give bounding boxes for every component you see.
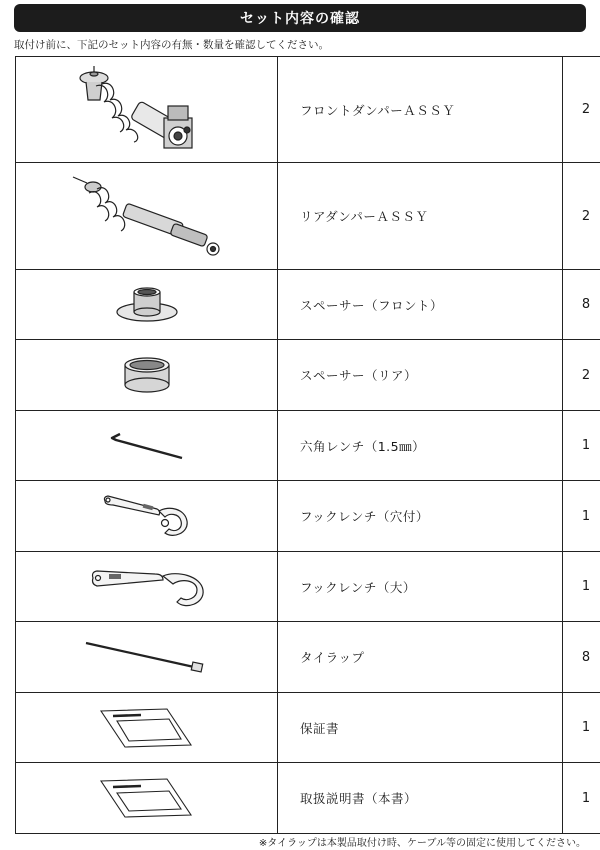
item-quantity: 2 (563, 340, 600, 411)
rear-spacer-icon (117, 353, 177, 397)
item-quantity: 1 (563, 693, 600, 763)
contents-table (15, 56, 600, 834)
item-image-cell (16, 270, 278, 340)
hook-wrench-holed-icon (99, 491, 195, 541)
section-header (14, 4, 586, 32)
rear-damper-icon (67, 169, 227, 264)
table-row (16, 481, 600, 552)
item-name: 六角レンチ（1.5㎜） (278, 411, 563, 481)
item-name: フックレンチ（大） (278, 552, 563, 622)
table-row (16, 411, 600, 481)
item-image-cell (16, 693, 278, 763)
item-name: リアダンパーＡＳＳＹ (278, 163, 563, 270)
item-quantity: 8 (563, 270, 600, 340)
item-name: スペーサー（リア） (278, 340, 563, 411)
intro-text: 取付け前に、下記のセット内容の有無・数量を確認してください。 (14, 39, 329, 51)
item-image-cell (16, 552, 278, 622)
item-name: 保証書 (278, 693, 563, 763)
item-name: スペーサー（フロント） (278, 270, 563, 340)
table-row (16, 57, 600, 163)
item-quantity: 8 (563, 622, 600, 693)
table-row (16, 163, 600, 270)
item-quantity: 1 (563, 411, 600, 481)
warranty-card-icon (97, 705, 197, 751)
item-image-cell (16, 763, 278, 834)
item-quantity: 1 (563, 763, 600, 834)
hex-wrench-icon (102, 426, 192, 466)
manual-icon (97, 775, 197, 821)
table-row (16, 763, 600, 834)
item-image-cell (16, 57, 278, 163)
table-row (16, 622, 600, 693)
item-name: フロントダンパーＡＳＳＹ (278, 57, 563, 163)
table-row (16, 340, 600, 411)
item-quantity: 1 (563, 481, 600, 552)
cable-tie-icon (82, 637, 212, 677)
item-quantity: 2 (563, 163, 600, 270)
item-quantity: 1 (563, 552, 600, 622)
table-row (16, 693, 600, 763)
hook-wrench-large-icon (85, 562, 209, 612)
table-row (16, 270, 600, 340)
item-image-cell (16, 481, 278, 552)
footnote: ※タイラップは本製品取付け時、ケーブル等の固定に使用してください。 (258, 838, 586, 849)
item-name: タイラップ (278, 622, 563, 693)
front-spacer-icon (112, 282, 182, 328)
item-name: 取扱説明書（本書） (278, 763, 563, 834)
item-name: フックレンチ（穴付） (278, 481, 563, 552)
section-title: セット内容の確認 (240, 11, 360, 27)
item-image-cell (16, 622, 278, 693)
item-image-cell (16, 411, 278, 481)
table-row (16, 552, 600, 622)
front-damper-icon (72, 60, 222, 160)
item-image-cell (16, 163, 278, 270)
item-quantity: 2 (563, 57, 600, 163)
item-image-cell (16, 340, 278, 411)
